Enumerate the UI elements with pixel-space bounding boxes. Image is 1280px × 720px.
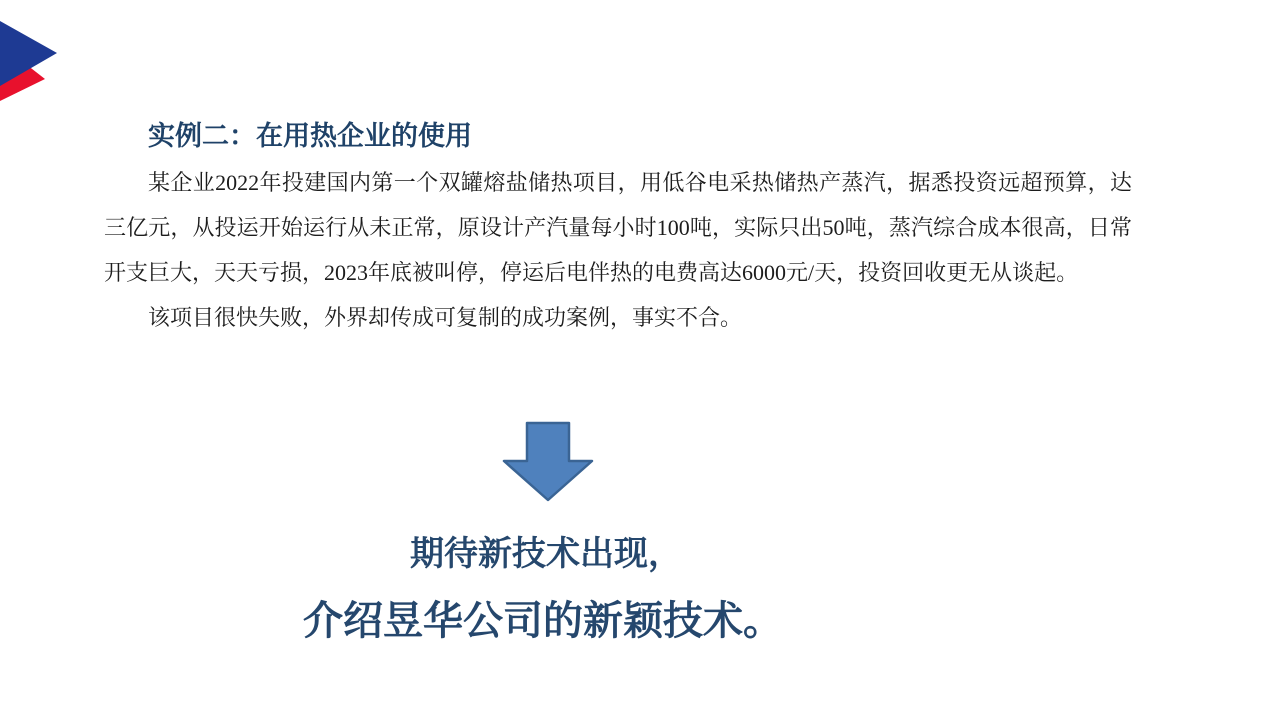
down-block-arrow-icon [501, 421, 595, 503]
corner-triangles-icon [0, 0, 60, 112]
body-paragraph-2: 该项目很快失败，外界却传成可复制的成功案例，事实不合。 [148, 305, 743, 330]
conclusion-line-2: 介绍昱华公司的新颖技术。 [303, 599, 783, 643]
body-paragraph-1: 某企业2022年投建国内第一个双罐熔盐储热项目，用低谷电采热储热产蒸汽，据悉投资远超预算，达三亿元，从投运开始运行从未正常，原设计产汽量每小时100吨，实际只出50吨，蒸汽综合成本很高，日常开支巨大，天天亏损，2023年底被叫停，停运后电伴热的电费高达6000元/天，投资回收更无从谈起。 [104, 170, 1132, 285]
slide-title: 实例二：在用热企业的使用 [148, 121, 472, 151]
conclusion-line-1: 期待新技术出现， [410, 535, 682, 573]
body-text-block [104, 160, 1132, 340]
down-arrow-shape [504, 423, 592, 500]
